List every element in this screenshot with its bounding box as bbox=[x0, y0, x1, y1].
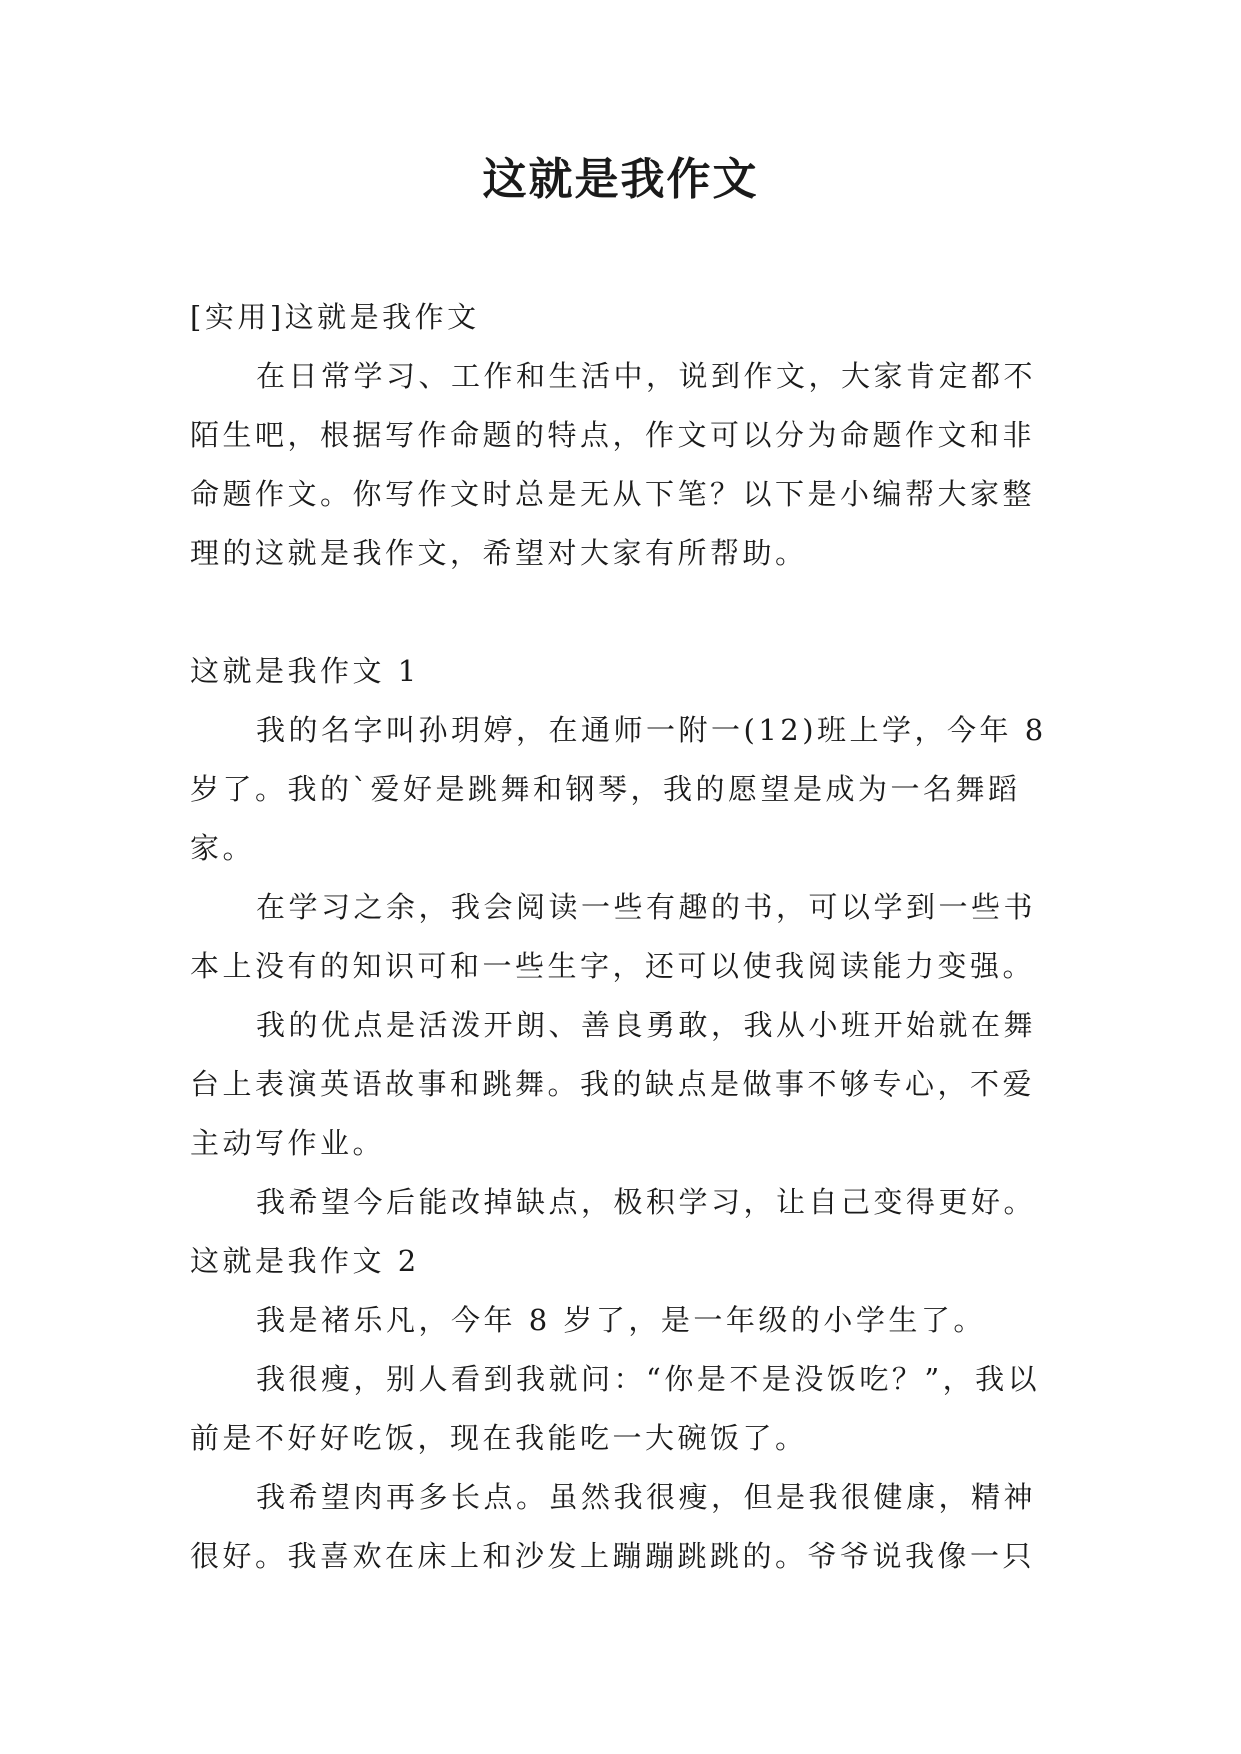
text-line: 很好。我喜欢在床上和沙发上蹦蹦跳跳的。爷爷说我像一只 bbox=[190, 1539, 1036, 1573]
text-line: 家。 bbox=[190, 831, 256, 865]
text-line: 陌生吧，根据写作命题的特点，作文可以分为命题作文和非 bbox=[190, 418, 1036, 452]
document-body bbox=[190, 288, 1070, 1586]
text-line: [实用]这就是我作文 bbox=[190, 300, 480, 334]
text-line: 主动写作业。 bbox=[190, 1126, 386, 1160]
text-line: 我很瘦，别人看到我就问：“你是不是没饭吃？”，我以 bbox=[256, 1362, 1041, 1396]
text-line: 我的名字叫孙玥婷，在通师一附一(12)班上学，今年 8 bbox=[256, 713, 1047, 747]
document-title: 这就是我作文 bbox=[482, 154, 759, 205]
text-line: 我的优点是活泼开朗、善良勇敢，我从小班开始就在舞 bbox=[256, 1008, 1037, 1042]
blank-line bbox=[190, 583, 1070, 642]
text-line: 我希望今后能改掉缺点，极积学习，让自己变得更好。 bbox=[256, 1185, 1037, 1219]
text-line: 这就是我作文 1 bbox=[190, 654, 420, 688]
text-line: 本上没有的知识可和一些生字，还可以使我阅读能力变强。 bbox=[190, 949, 1036, 983]
text-line: 理的这就是我作文，希望对大家有所帮助。 bbox=[190, 536, 808, 570]
text-line: 我希望肉再多长点。虽然我很瘦，但是我很健康，精神 bbox=[256, 1480, 1037, 1514]
text-line: 岁了。我的`爱好是跳舞和钢琴，我的愿望是成为一名舞蹈 bbox=[190, 772, 1021, 806]
text-line: 命题作文。你写作文时总是无从下笔？以下是小编帮大家整 bbox=[190, 477, 1036, 511]
text-line: 这就是我作文 2 bbox=[190, 1244, 420, 1278]
text-line: 在学习之余，我会阅读一些有趣的书，可以学到一些书 bbox=[256, 890, 1037, 924]
text-line: 前是不好好吃饭，现在我能吃一大碗饭了。 bbox=[190, 1421, 808, 1455]
text-line: 我是褚乐凡，今年 8 岁了，是一年级的小学生了。 bbox=[256, 1303, 986, 1337]
text-line: 在日常学习、工作和生活中，说到作文，大家肯定都不 bbox=[256, 359, 1037, 393]
text-line: 台上表演英语故事和跳舞。我的缺点是做事不够专心，不爱 bbox=[190, 1067, 1036, 1101]
